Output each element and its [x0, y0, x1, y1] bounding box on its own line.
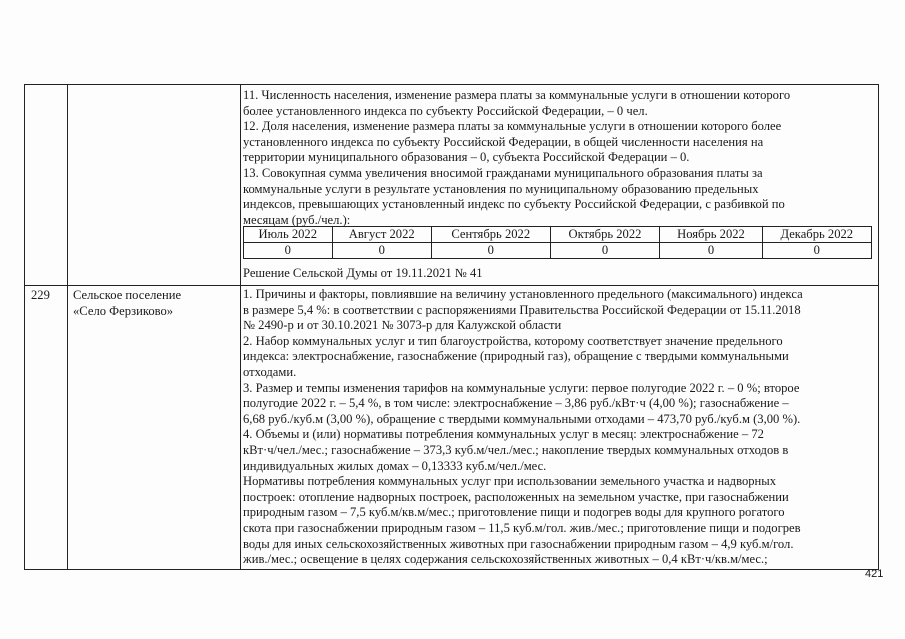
text-line: кВт·ч/чел./мес.; газоснабжение – 373,3 куб.м/чел./мес.; накопление твердых коммунальных отходов в — [243, 442, 789, 457]
month-value: 0 — [431, 243, 550, 259]
text-line: полугодие 2022 г. – 5,4 %, в том числе: электроснабжение – 3,86 руб./кВт·ч (4,00 %); газоснабжение – — [243, 396, 789, 411]
text-line: в размере 5,4 %: в соответствии с распоряжениями Правительства Российской Федерации от 15.11.2018 — [243, 302, 801, 317]
text-line: месяцам (руб./чел.): — [243, 212, 351, 227]
column-divider — [67, 85, 68, 569]
text-line: природным газом – 7,5 куб.м/кв.м/мес.; приготовление пищи и подогрев воды для крупного рогатого — [243, 505, 785, 520]
text-line: 4. Объемы и (или) нормативы потребления коммунальных услуг в месяц: электроснабжение – 72 — [243, 427, 764, 442]
month-value: 0 — [762, 243, 871, 259]
month-value: 0 — [244, 243, 333, 259]
text-line: построек: отопление надворных построек, расположенных на земельном участке, при газоснабжении — [243, 489, 789, 504]
municipality-name-line: «Село Ферзиково» — [73, 303, 174, 318]
decision-reference: Решение Сельской Думы от 19.11.2021 № 41 — [243, 266, 483, 280]
text-line: индексов, превышающих установленный индекс по субъекту Российской Федерации, с разбивкой по — [243, 197, 785, 212]
text-line: 2. Набор коммунальных услуг и тип благоустройства, которому соответствует значение предельного — [243, 333, 783, 348]
text-line: 12. Доля населения, изменение размера платы за коммунальные услуги в отношении которого более — [243, 119, 782, 134]
month-value: 0 — [660, 243, 762, 259]
month-header: Июль 2022 — [244, 227, 333, 243]
column-divider — [240, 85, 241, 569]
text-line: 11. Численность населения, изменение размера платы за коммунальные услуги в отношении которого — [243, 88, 791, 102]
text-line: 13. Совокупная сумма увеличения вносимой гражданами муниципального образования платы за — [243, 165, 763, 180]
monthly-increase-table — [243, 226, 872, 259]
text-line: жив./мес.; освещение в целях содержания сельскохозяйственных животных – 0,4 кВт·ч/кв.м/мес.; — [243, 552, 768, 567]
text-line: коммунальные услуги в результате установления по муниципальному образованию предельных — [243, 181, 759, 196]
row-229-text — [243, 287, 872, 568]
table-row — [244, 243, 872, 259]
text-line: 1. Причины и факторы, повлиявшие на величину установленного предельного (максимального) индекса — [243, 287, 803, 301]
text-line: воды для иных сельскохозяйственных животных при газоснабжении природным газом – 4,9 куб.м/гол. — [243, 536, 794, 551]
top-block-text — [243, 88, 872, 228]
municipality-name-line: Сельское поселение — [73, 288, 182, 302]
municipality-name — [73, 288, 181, 319]
month-value: 0 — [550, 243, 660, 259]
text-line: индивидуальных жилых домах – 0,13333 куб.м/чел./мес. — [243, 458, 547, 473]
text-line: № 2490-р и от 30.10.2021 № 3073-р для Калужской области — [243, 318, 562, 333]
row-number: 229 — [31, 288, 50, 302]
table-row — [244, 227, 872, 243]
month-header: Ноябрь 2022 — [660, 227, 762, 243]
page-number: 421 — [865, 568, 884, 580]
text-line: 3. Размер и темпы изменения тарифов на коммунальные услуги: первое полугодие 2022 г. – 0 %; второе — [243, 380, 800, 395]
text-line: отходами. — [243, 364, 297, 379]
month-header: Декабрь 2022 — [762, 227, 871, 243]
text-line: индекса: электроснабжение, газоснабжение (природный газ), обращение с твердыми коммунальными — [243, 349, 789, 364]
month-header: Август 2022 — [332, 227, 431, 243]
text-line: территории муниципального образования – 0, субъекта Российской Федерации – 0. — [243, 150, 690, 165]
month-value: 0 — [332, 243, 431, 259]
row-divider — [25, 285, 878, 286]
month-header: Сентябрь 2022 — [431, 227, 550, 243]
text-line: установленного индекса по субъекту Российской Федерации, в общей численности населения на — [243, 134, 764, 149]
text-line: скота при газоснабжении природным газом – 11,5 куб.м/гол. жив./мес.; приготовление пищи и подогрев — [243, 520, 801, 535]
month-header: Октябрь 2022 — [550, 227, 660, 243]
text-line: Нормативы потребления коммунальных услуг при использовании земельного участка и надворных — [243, 474, 777, 489]
text-line: 6,68 руб./куб.м (3,00 %), обращение с твердыми коммунальными отходами – 473,70 руб./куб.м (3,00 %). — [243, 411, 801, 426]
text-line: более установленного индекса по субъекту Российской Федерации, – 0 чел. — [243, 103, 648, 118]
